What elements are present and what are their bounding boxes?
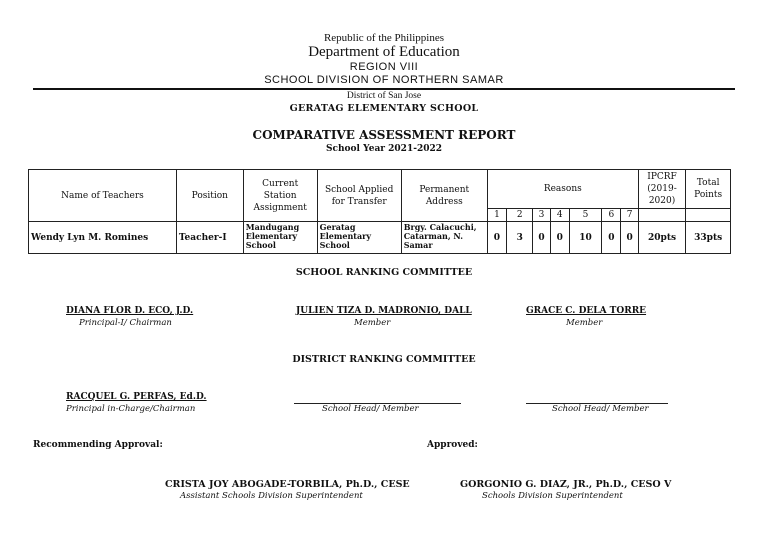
republic-heading: Republic of the Philippines xyxy=(323,32,445,44)
school-chairman-role: Principal-I/ Chairman xyxy=(79,318,172,328)
district-heading: District of San Jose xyxy=(346,91,422,101)
reason-number: 3 xyxy=(533,209,550,222)
teacher-name: Wendy Lyn M. Romines xyxy=(29,222,177,254)
ipcrf-blank xyxy=(638,209,686,222)
division-heading: SCHOOL DIVISION OF NORTHERN SAMAR xyxy=(264,74,504,86)
school-member-role: Member xyxy=(566,318,603,328)
recommender-name: CRISTA JOY ABOGADE-TORBILA, Ph.D., CESE xyxy=(165,479,410,490)
header-total: Total Points xyxy=(686,170,731,209)
region-heading: REGION VIII xyxy=(349,61,419,73)
header-address: Permanent Address xyxy=(401,170,487,222)
table-row xyxy=(29,222,731,254)
reason-score: 10 xyxy=(569,222,601,254)
approved-label: Approved: xyxy=(427,440,478,450)
reason-score: 0 xyxy=(533,222,550,254)
district-member-role: School Head/ Member xyxy=(552,404,649,414)
school-member-name: GRACE C. DELA TORRE xyxy=(526,306,647,316)
total-points: 33pts xyxy=(686,222,731,254)
header-ipcrf: IPCRF (2019-2020) xyxy=(638,170,686,209)
ipcrf-score: 20pts xyxy=(638,222,686,254)
approver-title: Schools Division Superintendent xyxy=(482,491,623,501)
approver-name: GORGONIO G. DIAZ, JR., Ph.D., CESO V xyxy=(460,479,672,490)
reason-number: 7 xyxy=(621,209,638,222)
current-station: Mandugang Elementary School xyxy=(243,222,317,254)
recommender-title: Assistant Schools Division Superintendent xyxy=(180,491,363,501)
reason-number: 1 xyxy=(487,209,506,222)
header-reasons: Reasons xyxy=(487,170,638,209)
header-position: Position xyxy=(176,170,243,222)
teacher-position: Teacher-I xyxy=(176,222,243,254)
school-chairman-name: DIANA FLOR D. ECO, J.D. xyxy=(66,306,194,316)
district-committee-heading: DISTRICT RANKING COMMITTEE xyxy=(292,354,476,365)
header-divider xyxy=(33,88,735,90)
total-blank xyxy=(686,209,731,222)
department-heading: Department of Education xyxy=(308,44,460,60)
recommending-approval-label: Recommending Approval: xyxy=(33,440,163,450)
header-school-applied: School Applied for Transfer xyxy=(317,170,401,222)
report-title: COMPARATIVE ASSESSMENT REPORT xyxy=(252,128,516,142)
school-heading: GERATAG ELEMENTARY SCHOOL xyxy=(289,103,479,114)
reason-number: 5 xyxy=(569,209,601,222)
header-current-station: Current Station Assignment xyxy=(243,170,317,222)
school-committee-heading: SCHOOL RANKING COMMITTEE xyxy=(295,267,473,278)
table-header-row xyxy=(29,170,731,209)
district-chairman-name: RACQUEL G. PERFAS, Ed.D. xyxy=(66,392,207,402)
school-year: School Year 2021-2022 xyxy=(326,144,442,154)
district-member-role: School Head/ Member xyxy=(322,404,419,414)
school-applied: Geratag Elementary School xyxy=(317,222,401,254)
header-name: Name of Teachers xyxy=(29,170,177,222)
reason-score: 0 xyxy=(550,222,569,254)
school-member-name: JULIEN TIZA D. MADRONIO, DALL xyxy=(296,306,472,316)
district-chairman-role: Principal in-Charge/Chairman xyxy=(66,404,196,414)
school-member-role: Member xyxy=(354,318,391,328)
reason-score: 0 xyxy=(602,222,621,254)
reason-score: 3 xyxy=(507,222,533,254)
permanent-address: Brgy. Calacuchi, Catarman, N. Samar xyxy=(401,222,487,254)
reason-number: 4 xyxy=(550,209,569,222)
reason-score: 0 xyxy=(487,222,506,254)
reason-score: 0 xyxy=(621,222,638,254)
reason-number: 2 xyxy=(507,209,533,222)
assessment-table xyxy=(28,169,731,254)
reason-number: 6 xyxy=(602,209,621,222)
